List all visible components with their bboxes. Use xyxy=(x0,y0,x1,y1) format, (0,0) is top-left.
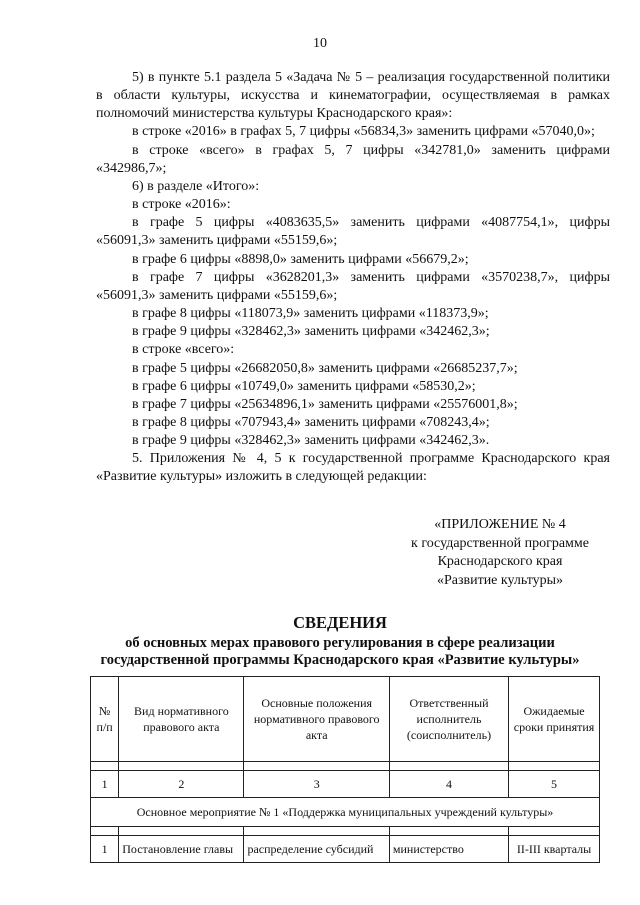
paragraph: в графе 5 цифры «4083635,5» заменить цифрами «4087754,1», цифры «56091,3» заменить цифрами «55159,6»; xyxy=(96,215,610,249)
executor-cell: министерство xyxy=(389,836,508,863)
appendix-line: «Развитие культуры» xyxy=(436,572,564,588)
page-number: 10 xyxy=(313,36,327,51)
act-type-cell: Постановление главы xyxy=(119,836,244,863)
header-cell: Ответственный исполнитель (соисполнитель) xyxy=(389,677,508,762)
paragraph: 5) в пункте 5.1 раздела 5 «Задача № 5 – реализация государственной политики в области культуры, искусства и кинематографии, осуществляемая в рамках полномочий министерства культуры Краснодарского края»: xyxy=(96,70,610,122)
paragraph: в графе 8 цифры «707943,4» заменить цифрами «708243,4»; xyxy=(132,414,490,430)
table-row xyxy=(91,836,600,863)
paragraph: в строке «2016» в графах 5, 7 цифры «56834,3» заменить цифрами «57040,0»; xyxy=(132,124,595,140)
appendix-heading xyxy=(400,516,600,590)
header-cell: № п/п xyxy=(91,677,119,762)
paragraph: в графе 8 цифры «118073,9» заменить цифрами «118373,9»; xyxy=(132,306,489,322)
paragraph: в графе 9 цифры «328462,3» заменить цифрами «342462,3»; xyxy=(132,324,490,340)
paragraph: в строке «всего»: xyxy=(132,342,235,358)
paragraph: в графе 6 цифры «8898,0» заменить цифрами «56679,2»; xyxy=(132,251,469,267)
appendix-line: «ПРИЛОЖЕНИЕ № 4 xyxy=(434,517,566,532)
header-cell: Вид нормативного правового акта xyxy=(119,677,244,762)
paragraph: в строке «2016»: xyxy=(132,197,231,213)
column-number: 4 xyxy=(389,771,508,798)
paragraph: в графе 6 цифры «10749,0» заменить цифрами «58530,2»; xyxy=(132,378,476,394)
section-row xyxy=(91,798,600,827)
column-number: 1 xyxy=(91,771,119,798)
paragraph: в строке «всего» в графах 5, 7 цифры «342781,0» заменить цифрами «342986,7»; xyxy=(96,142,610,176)
table-header-row xyxy=(91,677,600,762)
table-spacer xyxy=(91,827,600,836)
title-main: СВЕДЕНИЯ xyxy=(293,613,387,632)
column-number: 2 xyxy=(119,771,244,798)
column-number-row xyxy=(91,771,600,798)
paragraph: в графе 9 цифры «328462,3» заменить цифрами «342462,3». xyxy=(132,433,490,449)
measures-table xyxy=(90,676,600,863)
title-subtitle: об основных мерах правового регулирования в сфере реализации xyxy=(125,635,555,651)
title-subtitle: государственной программы Краснодарского края «Развитие культуры» xyxy=(100,652,580,668)
appendix-line: к государственной программе xyxy=(411,535,589,551)
paragraph: 6) в разделе «Итого»: xyxy=(132,178,260,194)
row-number: 1 xyxy=(91,836,119,863)
paragraph: в графе 7 цифры «3628201,3» заменить цифрами «3570238,7», цифры «56091,3» заменить цифрами «55159,6»; xyxy=(96,269,610,303)
paragraph: в графе 5 цифры «26682050,8» заменить цифрами «26685237,7»; xyxy=(132,360,518,376)
header-cell: Основные положения нормативного правового акта xyxy=(244,677,389,762)
header-cell: Ожидаемые сроки принятия xyxy=(509,677,600,762)
paragraph: в графе 7 цифры «25634896,1» заменить цифрами «25576001,8»; xyxy=(132,396,518,412)
paragraph: 5. Приложения № 4, 5 к государственной программе Краснодарского края «Развитие культуры» изложить в следующей редакции: xyxy=(96,451,610,485)
column-number: 5 xyxy=(509,771,600,798)
document-title xyxy=(60,614,620,669)
amendment-text xyxy=(96,69,610,487)
column-number: 3 xyxy=(244,771,389,798)
section-label: Основное мероприятие № 1 «Поддержка муниципальных учреждений культуры» xyxy=(91,798,600,827)
table-spacer xyxy=(91,762,600,771)
timing-cell: II-III кварталы xyxy=(509,836,600,863)
appendix-line: Краснодарского края xyxy=(437,554,563,569)
provisions-cell: распределение субсидий xyxy=(244,836,389,863)
